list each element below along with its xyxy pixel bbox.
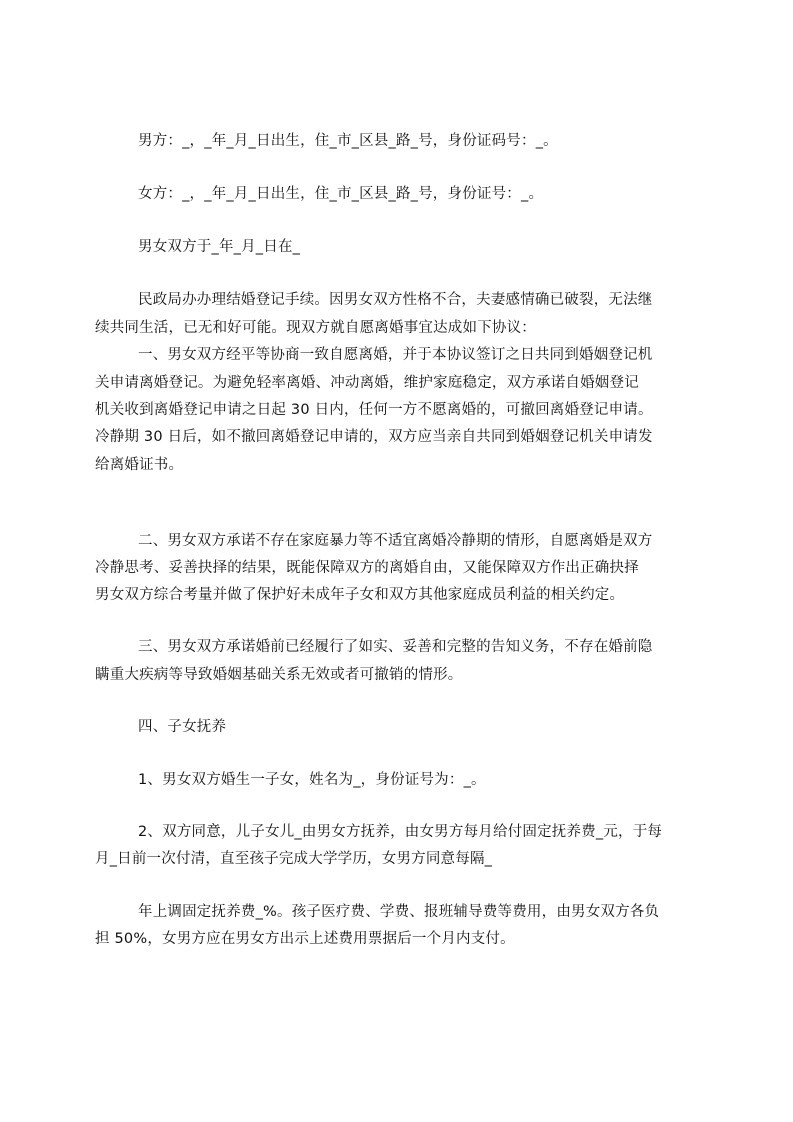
marriage-date-line: 男女双方于_年_月_日在_ <box>138 239 301 255</box>
husband-info-line: 男方：_，_年_月_日出生，住_市_区县_路_号，身份证码号：_。 <box>138 133 558 149</box>
section-4-heading: 四、子女抚养 <box>138 719 227 735</box>
support-clause-line-1: 2、双方同意，儿子女儿_由男女方抚养，由女男方每月给付固定抚养费_元，于每 <box>138 824 663 840</box>
clause-3-line-1: 三、男女双方承诺婚前已经履行了如实、妥善和完整的告知义务，不存在婚前隐 <box>138 639 653 655</box>
preamble-line-2: 续共同生活，已无和好可能。现双方就自愿离婚事宜达成如下协议： <box>95 320 536 336</box>
support-clause-line-2: 月_日前一次付清，直至孩子完成大学学历，女男方同意每隔_ <box>95 851 493 867</box>
clause-2-line-1: 二、男女双方承诺不存在家庭暴力等不适宜离婚冷静期的情形，自愿离婚是双方 <box>138 533 653 549</box>
clause-3-line-2: 瞒重大疾病等导致婚姻基础关系无效或者可撤销的情形。 <box>95 667 463 683</box>
preamble-line-1: 民政局办办理结婚登记手续。因男女双方性格不合，夫妻感情确已破裂，无法继 <box>138 292 653 308</box>
child-info-line: 1、男女双方婚生一子女，姓名为_，身份证号为：_。 <box>138 772 486 788</box>
clause-1-line-4: 冷静期 30 日后，如不撤回离婚登记申请的，双方应当亲自共同到婚姻登记机关申请发 <box>95 429 653 445</box>
clause-1-line-2: 关申请离婚登记。为避免轻率离婚、冲动离婚，维护家庭稳定，双方承诺自婚姻登记 <box>95 375 639 391</box>
clause-1-line-5: 给离婚证书。 <box>95 457 184 473</box>
clause-1-line-1: 一、男女双方经平等协商一致自愿离婚，并于本协议签订之日共同到婚姻登记机 <box>138 347 653 363</box>
wife-info-line: 女方：_，_年_月_日出生，住_市_区县_路_号，身份证号：_。 <box>138 186 544 202</box>
support-clause-line-3: 年上调固定抚养费_%。孩子医疗费、学费、报班辅导费等费用，由男女双方各负 <box>138 904 660 920</box>
clause-1-line-3: 机关收到离婚登记申请之日起 30 日内，任何一方不愿离婚的，可撤回离婚登记申请。 <box>95 402 653 418</box>
support-clause-line-4: 担 50%，女男方应在男女方出示上述费用票据后一个月内支付。 <box>95 931 515 947</box>
clause-2-line-2: 冷静思考、妥善抉择的结果，既能保障双方的离婚自由，又能保障双方作出正确抉择 <box>95 560 639 576</box>
clause-2-line-3: 男女双方综合考量并做了保护好未成年子女和双方其他家庭成员利益的相关约定。 <box>95 587 625 603</box>
